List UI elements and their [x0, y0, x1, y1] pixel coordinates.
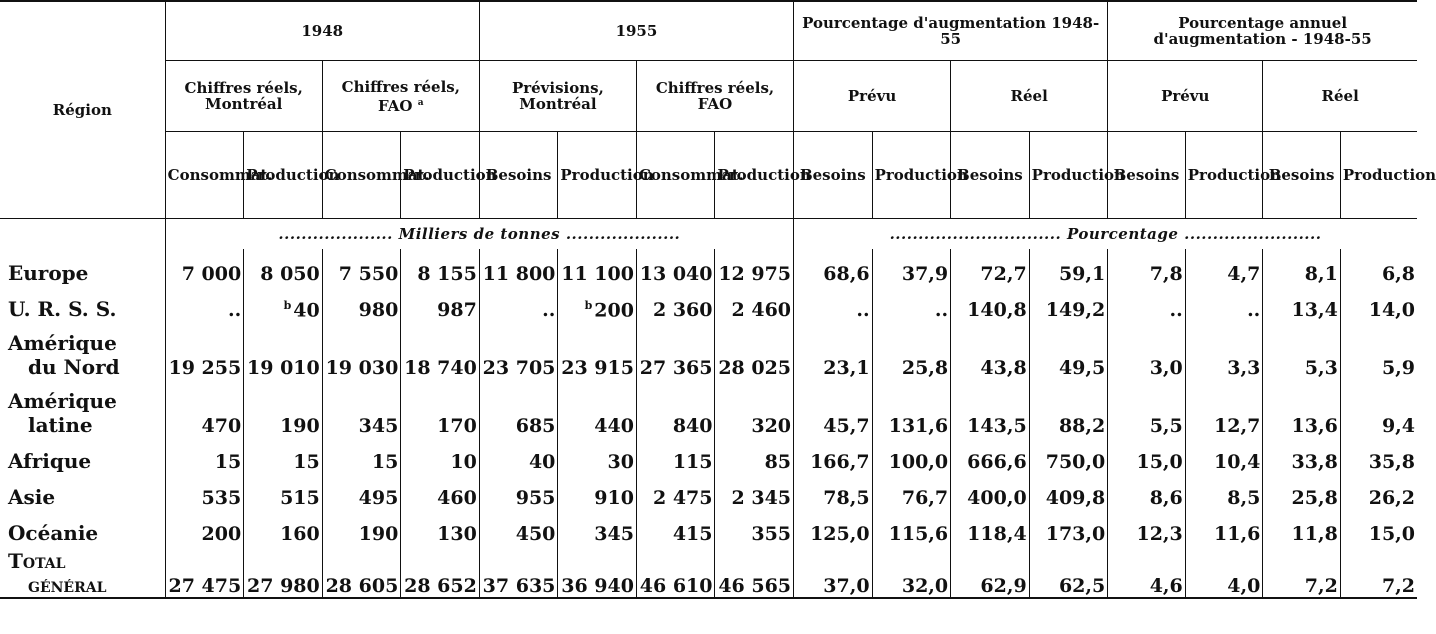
- value-cell: 32,0: [872, 545, 951, 598]
- value-cell: 26,2: [1340, 473, 1417, 509]
- value-cell: 3,3: [1185, 321, 1263, 379]
- value-cell: 200: [165, 509, 244, 545]
- region-name: Océanie: [8, 521, 99, 545]
- prev-montreal-header: Prévisions, Montréal: [479, 61, 636, 132]
- value-cell: 10,4: [1185, 437, 1263, 473]
- value-cell: ..: [479, 285, 558, 321]
- reels-montreal-header: Chiffres réels, Montréal: [165, 61, 322, 132]
- value-cell: 27 475: [165, 545, 244, 598]
- value-cell: 170: [401, 379, 480, 437]
- value-cell: 37,0: [794, 545, 873, 598]
- column-header-5: Besoins: [479, 132, 558, 219]
- table-row: [0, 379, 1417, 437]
- value-cell: 19 255: [165, 321, 244, 379]
- value-cell: 125,0: [794, 509, 873, 545]
- region-name: Amérique: [8, 331, 117, 355]
- value-cell: 37 635: [479, 545, 558, 598]
- value-cell: 15: [165, 437, 244, 473]
- value-cell: 68,6: [794, 249, 873, 285]
- value-cell: 8,5: [1185, 473, 1263, 509]
- value-cell: 36 940: [558, 545, 637, 598]
- footnote-a-marker: a: [417, 97, 424, 108]
- value-cell: 85: [715, 437, 794, 473]
- value-cell: 515: [244, 473, 323, 509]
- value-cell: 131,6: [872, 379, 951, 437]
- prevu-annual-header: Prévu: [1108, 61, 1263, 132]
- value-cell: 440: [558, 379, 637, 437]
- value-cell: 62,5: [1029, 545, 1108, 598]
- value-cell: ..: [1185, 285, 1263, 321]
- footnote-b-marker: b: [283, 298, 292, 312]
- value-cell: 9,4: [1340, 379, 1417, 437]
- region-cell: [0, 509, 165, 545]
- value-cell: 470: [165, 379, 244, 437]
- reels-fao-1955-header: Chiffres réels, FAO: [636, 61, 793, 132]
- value-cell: 11 100: [558, 249, 637, 285]
- value-cell: 495: [322, 473, 401, 509]
- value-cell: 7,2: [1263, 545, 1341, 598]
- units-tonnes: .................... Milliers de tonnes ....................: [165, 219, 793, 250]
- value-cell: 2 345: [715, 473, 794, 509]
- value-cell: 2 360: [636, 285, 715, 321]
- value-cell: 2 460: [715, 285, 794, 321]
- region-cell: [0, 437, 165, 473]
- value-cell: 28 605: [322, 545, 401, 598]
- region-name: Asie: [8, 485, 56, 509]
- value-cell: 13 040: [636, 249, 715, 285]
- value-cell: 987: [401, 285, 480, 321]
- value-cell: 78,5: [794, 473, 873, 509]
- value-cell: 15,0: [1108, 437, 1186, 473]
- region-name-line2: du Nord: [28, 355, 120, 379]
- value-cell: 190: [322, 509, 401, 545]
- value-cell: 100,0: [872, 437, 951, 473]
- region-cell: [0, 321, 165, 379]
- table-row: [0, 249, 1417, 285]
- region-cell: [0, 473, 165, 509]
- region-header: Région: [0, 1, 165, 219]
- value-cell: 59,1: [1029, 249, 1108, 285]
- table-row: [0, 545, 1417, 598]
- table-row: [0, 473, 1417, 509]
- value-cell: 160: [244, 509, 323, 545]
- value-cell: 25,8: [1263, 473, 1341, 509]
- value-cell: 40: [479, 437, 558, 473]
- units-pct: .............................. Pourcentage ........................: [794, 219, 1417, 250]
- value-cell: ..: [1108, 285, 1186, 321]
- value-cell: 27 980: [244, 545, 323, 598]
- value-cell: 37,9: [872, 249, 951, 285]
- value-cell: 345: [322, 379, 401, 437]
- value-cell: 12 975: [715, 249, 794, 285]
- value-cell: 5,9: [1340, 321, 1417, 379]
- value-cell: 11,6: [1185, 509, 1263, 545]
- value-cell: 30: [558, 437, 637, 473]
- value-cell: 8 155: [401, 249, 480, 285]
- value-cell: 149,2: [1029, 285, 1108, 321]
- year-1955-header: 1955: [479, 1, 793, 61]
- value-cell: 666,6: [951, 437, 1030, 473]
- value-cell: 173,0: [1029, 509, 1108, 545]
- region-cell: [0, 379, 165, 437]
- value-cell: 18 740: [401, 321, 480, 379]
- value-cell: 27 365: [636, 321, 715, 379]
- value-cell: 10: [401, 437, 480, 473]
- value-cell: 685: [479, 379, 558, 437]
- reels-fao-label: Chiffres réels, FAO: [341, 77, 460, 115]
- value-cell: 409,8: [1029, 473, 1108, 509]
- value-cell: 7 000: [165, 249, 244, 285]
- value-cell: ..: [794, 285, 873, 321]
- value-cell: 115: [636, 437, 715, 473]
- value-cell: 62,9: [951, 545, 1030, 598]
- table-row: [0, 321, 1417, 379]
- value-cell: 23 705: [479, 321, 558, 379]
- value-cell: 750,0: [1029, 437, 1108, 473]
- value-cell: 11 800: [479, 249, 558, 285]
- column-header-15: Besoins: [1263, 132, 1341, 219]
- reels-fao-header: [322, 61, 479, 132]
- column-header-6: Production: [558, 132, 637, 219]
- value-cell: 8,6: [1108, 473, 1186, 509]
- column-header-11: Besoins: [951, 132, 1030, 219]
- value-cell: 35,8: [1340, 437, 1417, 473]
- column-header-13: Besoins: [1108, 132, 1186, 219]
- region-cell: [0, 545, 165, 598]
- value-cell: 28 025: [715, 321, 794, 379]
- region-name: Total: [8, 549, 66, 573]
- table-row: [0, 285, 1417, 321]
- value-cell: 15: [322, 437, 401, 473]
- prevu-header: Prévu: [794, 61, 951, 132]
- value-cell: 72,7: [951, 249, 1030, 285]
- value-cell: 5,5: [1108, 379, 1186, 437]
- value-cell: 13,6: [1263, 379, 1341, 437]
- value-cell: 5,3: [1263, 321, 1341, 379]
- value-cell: 7 550: [322, 249, 401, 285]
- value-cell: 28 652: [401, 545, 480, 598]
- value-cell: 4,7: [1185, 249, 1263, 285]
- value-cell: 955: [479, 473, 558, 509]
- column-header-8: Production: [715, 132, 794, 219]
- value-cell: 25,8: [872, 321, 951, 379]
- value-cell: 460: [401, 473, 480, 509]
- region-name: U. R. S. S.: [8, 297, 117, 321]
- column-header-1: Consommat.: [165, 132, 244, 219]
- value-cell: 13,4: [1263, 285, 1341, 321]
- column-header-9: Besoins: [794, 132, 873, 219]
- value-cell: 12,7: [1185, 379, 1263, 437]
- column-header-row: [0, 132, 1417, 219]
- value-cell: 7,2: [1340, 545, 1417, 598]
- value-cell: 910: [558, 473, 637, 509]
- column-header-12: Production: [1029, 132, 1108, 219]
- value-cell: 355: [715, 509, 794, 545]
- value-cell: 15: [244, 437, 323, 473]
- value-cell: 4,6: [1108, 545, 1186, 598]
- column-header-3: Consommat.: [322, 132, 401, 219]
- value-cell: 33,8: [1263, 437, 1341, 473]
- value-cell: ..: [165, 285, 244, 321]
- value-cell: 49,5: [1029, 321, 1108, 379]
- table-row: [0, 437, 1417, 473]
- value-cell: 12,3: [1108, 509, 1186, 545]
- value-cell: 6,8: [1340, 249, 1417, 285]
- value-cell: 23 915: [558, 321, 637, 379]
- value-cell: 46 610: [636, 545, 715, 598]
- value-cell: 130: [401, 509, 480, 545]
- value-cell: ..: [872, 285, 951, 321]
- value-cell: 43,8: [951, 321, 1030, 379]
- value-cell: 3,0: [1108, 321, 1186, 379]
- units-row: [0, 219, 1417, 250]
- column-header-2: Production: [244, 132, 323, 219]
- table-row: [0, 509, 1417, 545]
- value-cell: 415: [636, 509, 715, 545]
- value-cell: 4,0: [1185, 545, 1263, 598]
- value-cell: 23,1: [794, 321, 873, 379]
- value-cell: 8 050: [244, 249, 323, 285]
- value-cell: 45,7: [794, 379, 873, 437]
- value-cell: 19 010: [244, 321, 323, 379]
- region-cell: [0, 285, 165, 321]
- value-cell: 46 565: [715, 545, 794, 598]
- value-cell: 118,4: [951, 509, 1030, 545]
- value-cell: 15,0: [1340, 509, 1417, 545]
- value-cell: 115,6: [872, 509, 951, 545]
- value-cell: 345: [558, 509, 637, 545]
- value-cell: 450: [479, 509, 558, 545]
- pct-increase-header: Pourcentage d'augmentation 1948-55: [794, 1, 1108, 61]
- value-cell: 535: [165, 473, 244, 509]
- value-cell: 19 030: [322, 321, 401, 379]
- value-cell: 11,8: [1263, 509, 1341, 545]
- reel-annual-header: Réel: [1263, 61, 1417, 132]
- value-cell: 166,7: [794, 437, 873, 473]
- value-cell: 840: [636, 379, 715, 437]
- value-cell: 76,7: [872, 473, 951, 509]
- region-cell: [0, 249, 165, 285]
- value-cell: $^b$ 40: [244, 285, 323, 321]
- column-header-4: Production: [401, 132, 480, 219]
- region-name: Amérique: [8, 389, 117, 413]
- value-cell: 320: [715, 379, 794, 437]
- value-cell: 140,8: [951, 285, 1030, 321]
- value-cell: $^b$ 200: [558, 285, 637, 321]
- value-cell: 88,2: [1029, 379, 1108, 437]
- value-cell: 7,8: [1108, 249, 1186, 285]
- column-header-7: Consommat.: [636, 132, 715, 219]
- reel-header: Réel: [951, 61, 1108, 132]
- column-header-10: Production: [872, 132, 951, 219]
- pct-annual-header: Pourcentage annuel d'augmentation - 1948-55: [1108, 1, 1417, 61]
- table-body: [0, 219, 1417, 599]
- column-header-16: Production: [1340, 132, 1417, 219]
- year-1948-header: 1948: [165, 1, 479, 61]
- value-cell: 980: [322, 285, 401, 321]
- value-cell: 190: [244, 379, 323, 437]
- value-cell: 400,0: [951, 473, 1030, 509]
- value-cell: 14,0: [1340, 285, 1417, 321]
- footnote-b-marker: b: [584, 298, 593, 312]
- region-name-line2: général: [28, 573, 107, 597]
- region-name: Europe: [8, 261, 89, 285]
- region-name: Afrique: [8, 449, 92, 473]
- region-name-line2: latine: [28, 413, 93, 437]
- value-cell: 143,5: [951, 379, 1030, 437]
- value-cell: 8,1: [1263, 249, 1341, 285]
- column-header-14: Production: [1185, 132, 1263, 219]
- value-cell: 2 475: [636, 473, 715, 509]
